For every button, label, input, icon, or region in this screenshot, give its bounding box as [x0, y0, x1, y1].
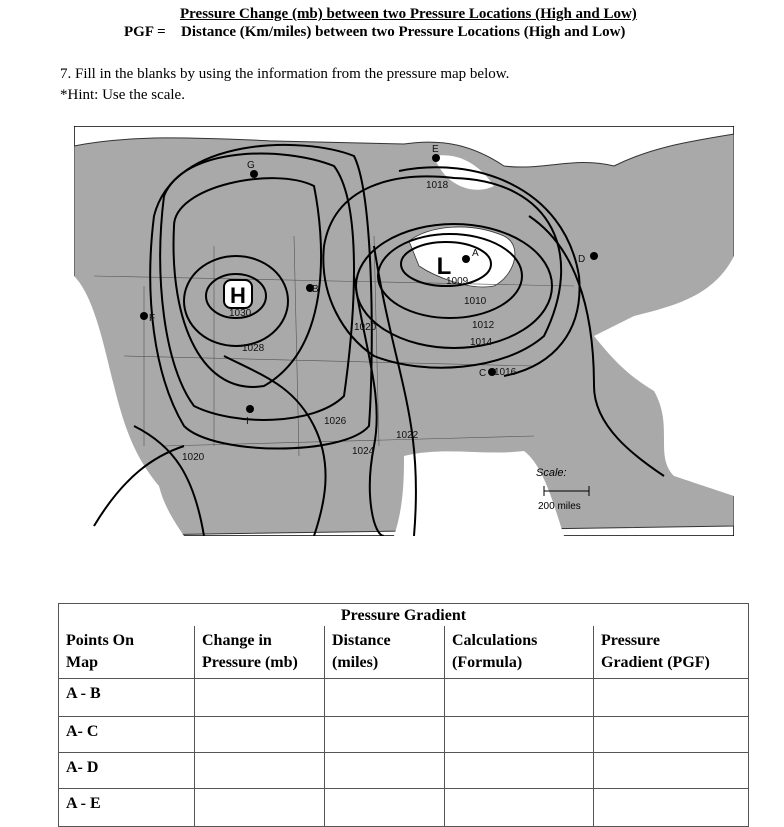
isobar-1010: 1010 [464, 296, 487, 307]
cell-change-in-pressure[interactable] [195, 753, 325, 789]
point-G-marker [250, 170, 258, 178]
isobar-1012: 1012 [472, 320, 495, 331]
point-E-label: E [432, 144, 439, 155]
isobar-1014: 1014 [470, 337, 493, 348]
header-points-on-map: Points On Map [59, 626, 195, 679]
cell-pgf[interactable] [594, 679, 749, 717]
cell-calculations[interactable] [445, 717, 594, 753]
point-E-marker [432, 154, 440, 162]
table-row [59, 717, 749, 753]
scale-value: 200 miles [538, 501, 581, 512]
row-label: A - B [59, 679, 195, 717]
pressure-gradient-table [58, 603, 749, 827]
question-text: 7. Fill in the blanks by using the information from the pressure map below. [60, 66, 510, 82]
point-D-label: D [578, 254, 586, 265]
formula-denominator: Distance (Km/miles) between two Pressure Locations (High and Low) [181, 24, 626, 40]
cell-pgf[interactable] [594, 789, 749, 827]
cell-distance[interactable] [325, 789, 445, 827]
header-pressure-gradient: Pressure Gradient (PGF) [594, 626, 749, 679]
isobar-1016: 1016 [494, 367, 517, 378]
point-G-label: G [247, 160, 255, 171]
cell-change-in-pressure[interactable] [195, 717, 325, 753]
point-A-marker [462, 255, 470, 263]
table-row [59, 753, 749, 789]
row-label: A - E [59, 789, 195, 827]
cell-pgf[interactable] [594, 717, 749, 753]
point-C-label: C [479, 368, 487, 379]
cell-distance[interactable] [325, 679, 445, 717]
row-label: A- D [59, 753, 195, 789]
cell-distance[interactable] [325, 717, 445, 753]
point-A-label: A [472, 248, 479, 259]
table-caption: Pressure Gradient [59, 604, 749, 627]
point-I-label: I [246, 416, 249, 427]
point-D-marker [590, 252, 598, 260]
header-change-in-pressure: Change in Pressure (mb) [195, 626, 325, 679]
low-pressure-label: L [436, 253, 452, 280]
table-header-row [59, 626, 749, 679]
isobar-1020: 1020 [354, 322, 377, 333]
formula-numerator: Pressure Change (mb) between two Pressure Locations (High and Low) [180, 6, 637, 22]
cell-calculations[interactable] [445, 753, 594, 789]
cell-calculations[interactable] [445, 789, 594, 827]
header-distance: Distance (miles) [325, 626, 445, 679]
point-F-marker [140, 312, 148, 320]
point-I-marker [246, 405, 254, 413]
isobar-1018: 1018 [426, 180, 449, 191]
cell-pgf[interactable] [594, 753, 749, 789]
table-row [59, 679, 749, 717]
isobar-1030: 1030 [229, 308, 252, 319]
cell-change-in-pressure[interactable] [195, 789, 325, 827]
cell-change-in-pressure[interactable] [195, 679, 325, 717]
header-calculations: Calculations (Formula) [445, 626, 594, 679]
pressure-map [74, 126, 734, 536]
cell-calculations[interactable] [445, 679, 594, 717]
isobar-1022: 1022 [396, 430, 419, 441]
isobar-1026: 1026 [324, 416, 347, 427]
isobar-1020-west: 1020 [182, 452, 205, 463]
scale-title: Scale: [536, 467, 567, 479]
cell-distance[interactable] [325, 753, 445, 789]
point-F-label: F [149, 313, 156, 324]
point-B-label: B [312, 284, 319, 295]
table-row [59, 789, 749, 827]
isobar-1028: 1028 [242, 343, 265, 354]
row-label: A- C [59, 717, 195, 753]
high-pressure-label: H [230, 283, 246, 308]
formula-label: PGF = [124, 24, 166, 40]
isobar-1024: 1024 [352, 446, 375, 457]
hint-text: *Hint: Use the scale. [60, 87, 185, 103]
isobar-1009: 1009 [446, 276, 469, 287]
